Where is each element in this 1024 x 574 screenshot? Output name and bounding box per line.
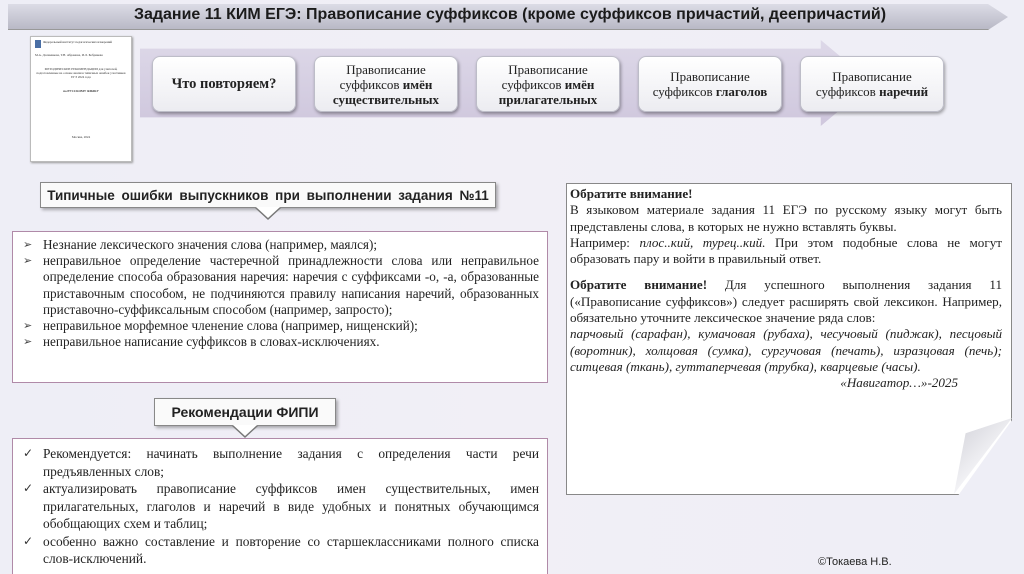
recommendation-item: ✓ Рекомендуется: начинать выполнение задания с определения части речи предъявленных слов; (21, 445, 539, 480)
topic-nouns-bold: имён существительных (332, 76, 440, 107)
attention-note (570, 186, 1002, 486)
topic-adverbs-pre: Правописание суффиксов (815, 69, 912, 99)
note-heading-1: Обратите внимание! (570, 186, 693, 201)
note-text-2: Для успешного выполнения задания 11 («Правописание суффиксов») следует расширять свой лексикон. Например, обязательно уточните лексическое значение ряда слов: (570, 277, 1002, 326)
topic-adjectives-pre: Правописание суффиксов (501, 61, 588, 92)
topic-verbs (638, 56, 782, 112)
topic-verbs-label (645, 69, 775, 99)
book-title: МЕТОДИЧЕСКИЕ РЕКОМЕНДАЦИИ для учителей, подготовленные на основе анализа типичных ошибок участников ЕГЭ 2024 года (36, 67, 126, 79)
recommendations-heading: Рекомендации ФИПИ (154, 398, 336, 426)
note-example-rest: При этом подобные слова не могут образовать пару и войти в правильный ответ. (570, 234, 1002, 267)
error-item: ➢ Незнание лексического значения слова (например, маялся); (21, 237, 539, 253)
page-title: Задание 11 КИМ ЕГЭ: Правописание суффиксов (кроме суффиксов причастий, деепричастий) (133, 6, 887, 23)
recommendation-item: ✓ актуализировать правописание суффиксов имен существительных, имен прилагательных, глаголов и наречий в виде удобных и понятных обучающимся обобщающих схем и таблиц; (21, 480, 539, 533)
topic-verbs-pre: Правописание суффиксов (652, 69, 750, 99)
topic-nouns-pre: Правописание суффиксов (339, 61, 426, 92)
topic-adverbs (800, 56, 944, 112)
error-item: ➢ неправильное написание суффиксов в словах-исключениях. (21, 334, 539, 350)
topic-adjectives-bold: имён прилагательных (498, 76, 598, 107)
recommendations-list-box (12, 438, 548, 574)
topic-adverbs-bold: наречий (879, 84, 929, 99)
recommendation-item: ✓ особенно важно составление и повторение со старшеклассниками полного списка слов-исключений. (21, 533, 539, 568)
error-item: ➢ неправильное определение частеречной принадлежности слова или неправильное определение способа образования наречия: наречия с суффиксами -о, -а, образованные приставочным способом, не подчиняются правилу написания наречий, образованных приставочно-суффиксальным способом (например, запросто); (21, 253, 539, 318)
topic-nouns-label (321, 62, 451, 107)
note-example-words: плос..кий, турец..кий. (639, 234, 766, 250)
note-source: «Навигатор…»-2025 (840, 375, 958, 391)
note-example (570, 235, 1002, 268)
book-header-text: Федеральный институт педагогических измерений (43, 40, 113, 44)
copyright: ©Токаева Н.В. (818, 556, 892, 568)
book-subject: по РУССКОМУ ЯЗЫКУ (63, 89, 99, 93)
fipi-logo-icon (35, 40, 41, 48)
topic-adjectives (476, 56, 620, 112)
topic-adjectives-label (483, 62, 613, 107)
pointer-down-fill (233, 425, 257, 436)
book-authors: М.А. Долженкова, Т.Н. Абрамова, И.Л. Бобрикова (35, 53, 103, 57)
book-header (35, 40, 127, 48)
note-example-label: Например: (570, 234, 640, 250)
pointer-down-fill (256, 207, 280, 218)
errors-list-box (12, 231, 548, 383)
book-year: Москва, 2024 (71, 135, 91, 139)
note-word-list: парчовый (сарафан), кумачовая (рубаха), чесучовый (пиджак), песцовый (воротник), холщовая (сумка), сургучовая (печать), изразцовая (печь); ситцевая (ткань), гуттаперчевая (трубка), кварцевые (часы). (570, 326, 1002, 374)
topic-verbs-bold: глаголов (715, 84, 768, 99)
topic-adverbs-label (807, 69, 937, 99)
note-text-1: В языковом материале задания 11 ЕГЭ по русскому языку могут быть представлены слова, в которых не нужно вставлять буквы. (570, 202, 1002, 234)
book-cover-image (30, 36, 132, 162)
topic-nouns (314, 56, 458, 112)
errors-heading: Типичные ошибки выпускников при выполнении задания №11 (40, 182, 496, 208)
note-paragraph-2 (570, 277, 1002, 326)
error-item: ➢ неправильное морфемное членение слова (например, нищенский); (21, 318, 539, 334)
topic-main (152, 56, 296, 112)
topic-main-label: Что повторяем? (171, 75, 277, 92)
note-heading-2: Обратите внимание! (570, 277, 708, 293)
